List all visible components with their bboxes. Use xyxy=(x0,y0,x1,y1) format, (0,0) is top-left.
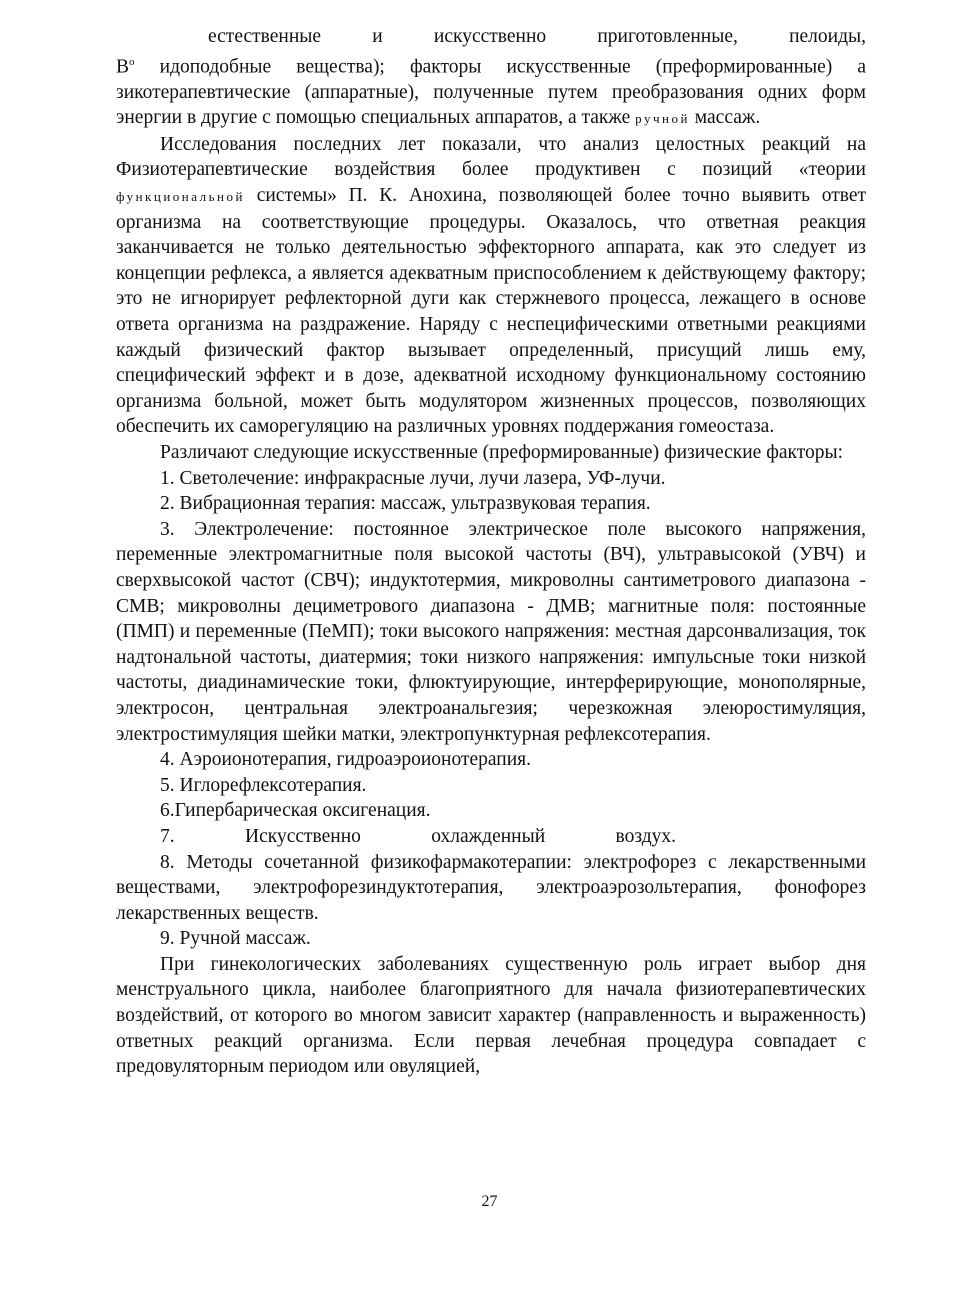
paragraph-2-text-a: Исследования последних лет показали, что анализ целостных реакций на Физиотерапевтические воздействия более продуктивен с позиций «теории xyxy=(116,133,866,181)
paragraph-2-text-b: системы» П. К. Анохина, позволяющей более точно выявить ответ организма на соответствующие процедуры. Оказалось, что ответная реакция заканчивается не только деятельностью эффекторного аппарата, как это следует из концепции рефлекса, а является адекватным приспособлением к действующему фактору; это не игнорирует рефлекторной дуги как стержневого процесса, лежащего в основе ответа организма на раздражение. Наряду с неспецифическими ответными реакциями каждый физический фактор вызывает определенный, присущий лишь ему, специфический эффект и в дозе, адекватной исходному функциональному состоянию организма больной, может быть модулятором жизненных процессов, позволяющих обеспечить их саморегуляцию на различных уровнях поддержания гомеостаза. xyxy=(116,185,866,438)
list-item-7: 7. Искусственно охлажденный воздух. xyxy=(160,825,676,847)
list-item-4: 4. Аэроионотерапия, гидроаэроионотерапия. xyxy=(160,749,532,771)
list-item-5: 5. Иглорефлексотерапия. xyxy=(160,774,367,796)
list-item-8: 8. Методы сочетанной физикофармакотерапии: электрофорез с лекарственными веществами, электрофорезиндуктотерапия, электроаэрозольтерапия, фонофорез лекарственных веществ. xyxy=(116,851,866,924)
list-item-1: 1. Светолечение: инфракрасные лучи, лучи лазера, УФ-лучи. xyxy=(160,467,666,489)
paragraph-1-text-a: В xyxy=(116,56,130,78)
paragraph-2-small-word: функциональной xyxy=(116,189,245,205)
document-page xyxy=(116,24,866,1080)
paragraph-1-end: массаж. xyxy=(689,107,761,129)
paragraph-1-text-b: идоподобные вещества); факторы искусственные (преформированные) а зикотерапевтические (аппаратные), полученные путем преобразования одних форм энергии в другие с помощью специальных аппаратов, а также xyxy=(116,56,866,129)
paragraph-3: Различают следующие искусственные (преформированные) физические факторы: xyxy=(160,442,843,463)
paragraph-4: При гинекологических заболеваниях существенную роль играет выбор дня менструального цикла, наиболее благоприятного для начала физиотерапевтических воздействий, от которого во многом зависит характер (направленность и выраженность) ответных реакций организма. Если первая лечебная процедура совпадает с предовуляторным периодом или овуляцией, xyxy=(116,953,866,1078)
page-number: 27 xyxy=(481,1193,498,1210)
paragraph-1 xyxy=(116,50,866,132)
paragraph-1-superscript: о xyxy=(129,55,135,68)
paragraph-1-small-word: ручной xyxy=(635,111,690,127)
paragraph-2 xyxy=(116,132,866,440)
list-item-9: 9. Ручной массаж. xyxy=(160,928,311,950)
paragraph-1-first-line: естественные и искусственно приготовленные, пелоиды, xyxy=(208,26,866,47)
list-item-3: 3. Электролечение: постоянное электрическое поле высокого напряжения, переменные электромагнитные поля высокой частоты (ВЧ), ультравысокой (УВЧ) и сверхвысокой частот (СВЧ); индуктотермия, микроволны сантиметрового диапазона - СМВ; микроволны дециметрового диапазона - ДМВ; магнитные поля: постоянные (ПМП) и переменные (ПеМП); токи высокого напряжения: местная дарсонвализация, ток надтональной частоты, диатермия; токи низкого напряжения: импульсные токи низкой частоты, диадинамические токи, флюктуирующие, интерферирующие, монополярные, электросон, центральная электроанальгезия; черезкожная элеюростимуляция, электростимуляция шейки матки, электропунктурная рефлексотерапия. xyxy=(116,518,866,745)
list-item-2: 2. Вибрационная терапия: массаж, ультразвуковая терапия. xyxy=(160,493,651,515)
list-item-6: 6.Гипербарическая оксигенация. xyxy=(160,800,431,822)
